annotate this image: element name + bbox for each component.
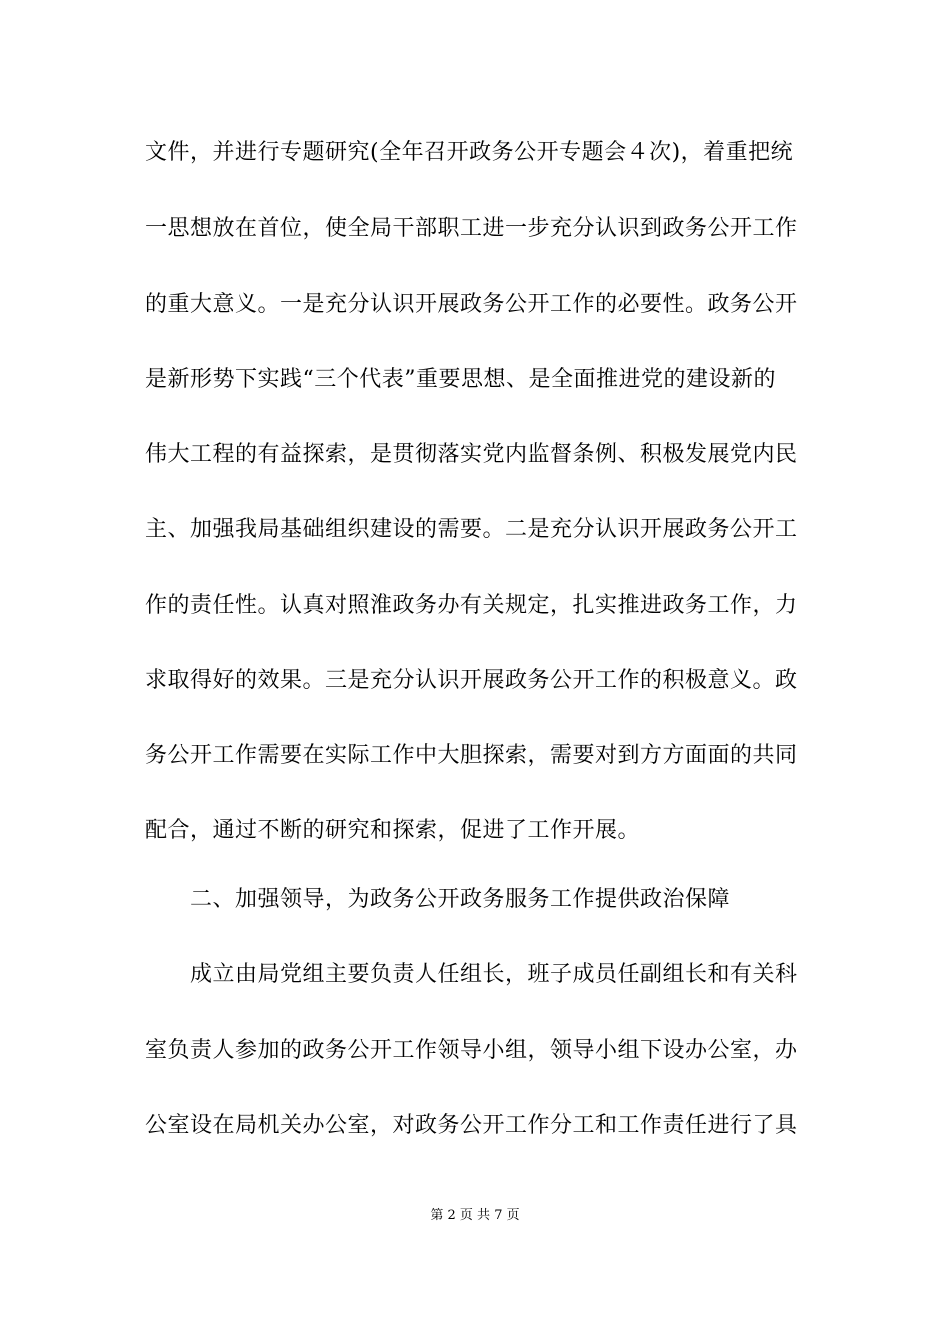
- body-line: 务公开工作需要在实际工作中大胆探索，需要对到方方面面的共同: [145, 743, 798, 768]
- page-number: 第 2 页 共 7 页: [430, 1208, 520, 1223]
- body-line: 主、加强我局基础组织建设的需要。二是充分认识开展政务公开工: [145, 517, 798, 542]
- body-line: 成立由局党组主要负责人任组长，班子成员任副组长和有关科: [190, 962, 798, 987]
- body-line: 文件，并进行专题研究(全年召开政务公开专题会４次)，着重把统: [145, 140, 794, 165]
- body-line: 伟大工程的有益探索，是贯彻落实党内监督条例、积极发展党内民: [145, 442, 798, 467]
- body-line: 配合，通过不断的研究和探索，促进了工作开展。: [145, 818, 641, 843]
- section-heading: 二、加强领导，为政务公开政务服务工作提供政治保障: [190, 887, 731, 912]
- body-line: 室负责人参加的政务公开工作领导小组，领导小组下设办公室，办: [145, 1038, 798, 1063]
- body-line: 是新形势下实践“三个代表”重要思想、是全面推进党的建设新的: [145, 367, 776, 392]
- body-line: 的重大意义。一是充分认识开展政务公开工作的必要性。政务公开: [145, 292, 798, 317]
- body-line: 一思想放在首位，使全局干部职工进一步充分认识到政务公开工作: [145, 216, 798, 241]
- body-line: 公室设在局机关办公室，对政务公开工作分工和工作责任进行了具: [145, 1113, 798, 1138]
- body-line: 求取得好的效果。三是充分认识开展政务公开工作的积极意义。政: [145, 668, 798, 693]
- body-line: 作的责任性。认真对照淮政务办有关规定，扎实推进政务工作，力: [145, 593, 798, 618]
